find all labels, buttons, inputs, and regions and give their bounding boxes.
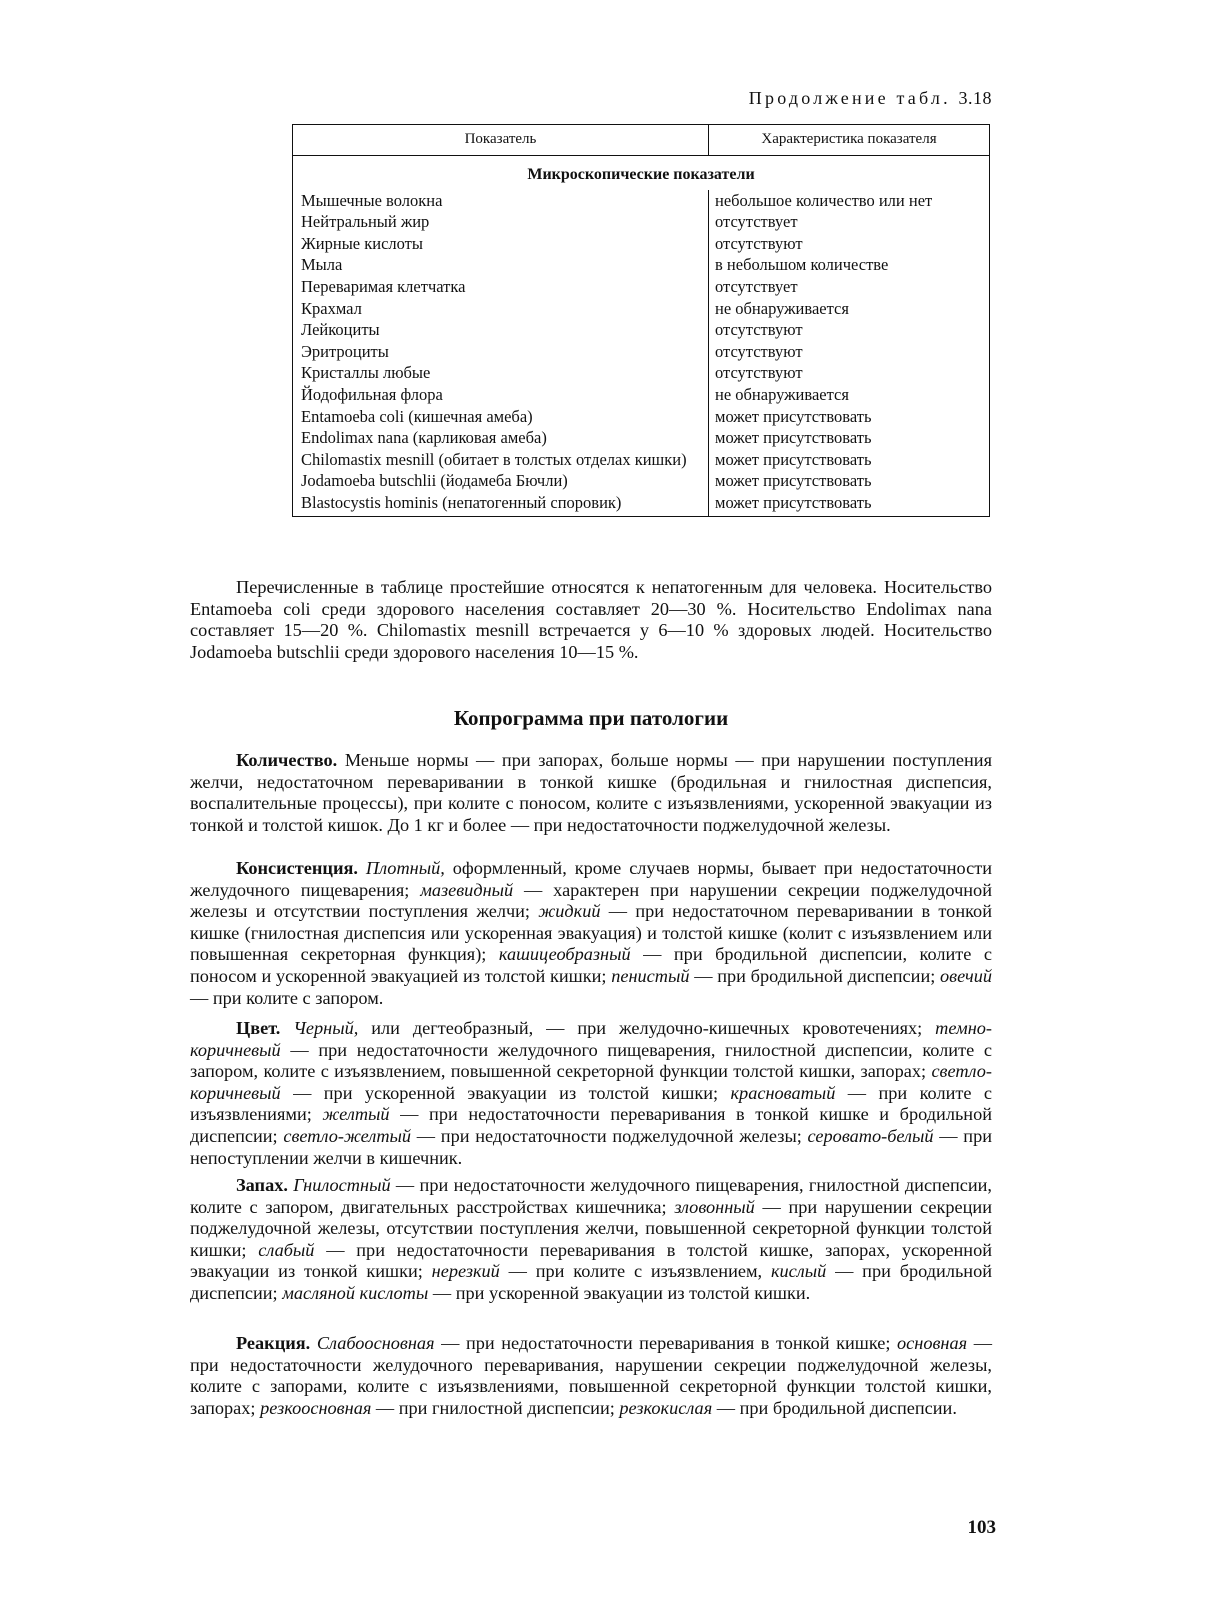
- table-cell: отсутствуют: [709, 362, 990, 384]
- table-cell: Йодофильная флора: [293, 384, 709, 406]
- italic-term: основная: [897, 1333, 968, 1353]
- table-cell: Chilomastix mesnill (обитает в толстых отделах кишки): [293, 449, 709, 471]
- paragraph-quantity: [190, 750, 992, 836]
- italic-term: Плотный,: [365, 858, 445, 878]
- italic-term: пенистый: [611, 965, 690, 986]
- paragraph-color: [190, 1018, 992, 1169]
- paragraph-text: — при недостаточности поджелудочной железы;: [411, 1125, 808, 1146]
- section-heading: Копрограмма при патологии: [453, 706, 729, 730]
- italic-term: Черный,: [293, 1018, 359, 1038]
- paragraph-lead: Цвет.: [236, 1018, 281, 1038]
- table-cell: может присутствовать: [709, 492, 990, 516]
- paragraph-text: Меньше нормы — при запорах, больше нормы — при нарушении поступления желчи, недостаточном переваривании в тонкой кишке (бродильная и гнилостная диспепсия, воспалительные процессы), при колите с поносом, колите с изъязвлениями, ускоренной эвакуации из тонкой и толстой кишок. До 1 кг и более — при недостаточности поджелудочной железы.: [190, 750, 992, 835]
- table-cell: может присутствовать: [709, 449, 990, 471]
- table-row: [293, 211, 990, 233]
- paragraph-text: — при недостаточности переваривания в толстой кишке, запорах, ускоренной эвакуации из тонкой кишки;: [190, 1239, 992, 1282]
- table-cell: Нейтральный жир: [293, 211, 709, 233]
- italic-term: Гнилостный: [293, 1175, 391, 1195]
- note-paragraph: Перечисленные в таблице простейшие относятся к непатогенным для человека. Носительство Entamoeba coli среди здорового населения составляет 20—30 %. Носительство Endolimax nana составляет 15—20 %. Chilomastix mesnill встречается у 6—10 % здоровых людей. Носительство Jodamoeba butschlii среди здорового населения 10—15 %.: [190, 577, 992, 662]
- table-row: [293, 470, 990, 492]
- table-cell: Жирные кислоты: [293, 233, 709, 255]
- italic-term: Слабоосновная: [316, 1333, 435, 1353]
- table-cell: может присутствовать: [709, 427, 990, 449]
- table-row: [293, 492, 990, 516]
- italic-term: зловонный: [674, 1196, 755, 1217]
- italic-term: красноватый: [730, 1082, 836, 1103]
- table-row: [293, 298, 990, 320]
- table-cell: не обнаруживается: [709, 298, 990, 320]
- table-cell: Крахмал: [293, 298, 709, 320]
- table-cell: небольшое количество или нет: [709, 190, 990, 212]
- table-cell: Эритроциты: [293, 341, 709, 363]
- paragraph-lead: Количество.: [236, 750, 338, 770]
- table-section-title: Микроскопические показатели: [293, 156, 990, 190]
- paragraph-consistency: [190, 858, 992, 1009]
- italic-term: темно-коричневый: [190, 1018, 992, 1060]
- table-caption-prefix: Продолжение табл.: [748, 88, 951, 108]
- table-row: [293, 190, 990, 212]
- table-row: [293, 449, 990, 471]
- paragraph-text: — при недостаточности переваривания в тонкой кишке и бродильной диспепсии;: [190, 1104, 992, 1146]
- paragraph-lead: Запах.: [236, 1175, 288, 1195]
- paragraph-text: — при недостаточном переваривании в тонкой кишке (гнилостная диспепсия или ускоренная эвакуация) и толстой кишке (колит с изъязвлением или повышенная секреторная функция);: [190, 901, 992, 965]
- italic-term: кислый: [770, 1261, 827, 1282]
- table-caption: [600, 88, 992, 109]
- italic-term: овечий: [940, 965, 992, 986]
- table-cell: Переваримая клетчатка: [293, 276, 709, 298]
- paragraph-text: — при бродильной диспепсии.: [712, 1397, 957, 1418]
- table-cell: отсутствует: [709, 211, 990, 233]
- paragraph-text: — при ускоренной эвакуации из толстой кишки;: [280, 1082, 731, 1103]
- paragraph-text: — характерен при нарушении секреции поджелудочной железы и отсутствии поступления желчи;: [190, 879, 992, 922]
- paragraph-text: — при недостаточности желудочного пищеварения, гнилостной диспепсии, колите с запором, двигательных расстройствах кишечника;: [190, 1175, 992, 1217]
- italic-term: масляной кислоты: [282, 1282, 429, 1303]
- paragraph-odor: [190, 1175, 992, 1305]
- table-cell: Endolimax nana (карликовая амеба): [293, 427, 709, 449]
- italic-term: светло-желтый: [283, 1125, 412, 1146]
- table-cell: Blastocystis hominis (непатогенный споровик): [293, 492, 709, 516]
- paragraph-text: оформленный, кроме случаев нормы, бывает при недостаточности желудочного пищеварения;: [190, 858, 992, 900]
- table-row: [293, 362, 990, 384]
- table-row: [293, 276, 990, 298]
- paragraph-text: — при непоступлении желчи в кишечник.: [190, 1125, 992, 1168]
- paragraph-text: — при гнилостной диспепсии;: [371, 1397, 620, 1418]
- table-row: [293, 406, 990, 428]
- paragraph-lead: Консистенция.: [236, 858, 358, 878]
- table-row: [293, 319, 990, 341]
- italic-term: нерезкий: [431, 1261, 500, 1282]
- table-cell: Кристаллы любые: [293, 362, 709, 384]
- table-cell: отсутствует: [709, 276, 990, 298]
- paragraph-text: — при недостаточности желудочного пищеварения, гнилостной диспепсии, колите с запором, колите с изъязвлением, повышенной секреторной функции толстой кишки, запорах;: [190, 1039, 992, 1082]
- italic-term: мазевидный: [420, 879, 514, 900]
- paragraph-reaction: [190, 1333, 992, 1419]
- italic-term: желтый: [322, 1104, 390, 1125]
- table-cell: не обнаруживается: [709, 384, 990, 406]
- italic-term: светло-коричневый: [190, 1061, 992, 1103]
- paragraph-text: — при колите с изъязвлениями;: [190, 1082, 993, 1125]
- table-cell: Entamoeba coli (кишечная амеба): [293, 406, 709, 428]
- italic-term: кашицеобразный: [498, 944, 631, 965]
- italic-term: слабый: [258, 1239, 315, 1260]
- table-row: [293, 384, 990, 406]
- paragraph-text: — при бродильной диспепсии, колите с поносом и ускоренной эвакуацией из толстой кишки;: [190, 944, 993, 986]
- table-header-characteristic: Характеристика показателя: [709, 125, 990, 156]
- italic-term: резкокислая: [619, 1397, 713, 1418]
- italic-term: жидкий: [538, 901, 601, 922]
- indicator-table: [292, 124, 990, 517]
- paragraph-lead: Реакция.: [236, 1333, 311, 1353]
- table-cell: может присутствовать: [709, 406, 990, 428]
- paragraph-text: — при нарушении секреции поджелудочной железы, отсутствии поступления желчи, повышенной секреторной функции толстой кишки;: [190, 1196, 992, 1260]
- paragraph-text: или дегтеобразный, — при желудочно-кишечных кровотечениях;: [358, 1018, 936, 1038]
- table-header-indicator: Показатель: [293, 125, 709, 156]
- paragraph-text: — при бродильной диспепсии;: [689, 965, 941, 986]
- table-row: [293, 341, 990, 363]
- italic-term: серовато-белый: [807, 1125, 934, 1146]
- table-cell: в небольшом количестве: [709, 254, 990, 276]
- paragraph-text: — при недостаточности желудочного переваривания, нарушении секреции поджелудочной железы, колите с запорами, колите с изъязвлениями, повышенной секреторной функции толстой кишки, запорах;: [190, 1333, 992, 1418]
- table-caption-number: 3.18: [958, 88, 992, 108]
- table-cell: отсутствуют: [709, 319, 990, 341]
- table-row: [293, 427, 990, 449]
- paragraph-text: — при колите с изъязвлением,: [499, 1261, 771, 1282]
- page-number: 103: [967, 1517, 996, 1538]
- table-cell: отсутствуют: [709, 233, 990, 255]
- table-cell: Мыла: [293, 254, 709, 276]
- table-cell: отсутствуют: [709, 341, 990, 363]
- paragraph-text: — при колите с запором.: [190, 987, 384, 1008]
- paragraph-text: — при бродильной диспепсии;: [190, 1261, 992, 1303]
- italic-term: резкоосновная: [260, 1397, 372, 1418]
- paragraph-text: — при недостаточности переваривания в тонкой кишке;: [434, 1333, 898, 1353]
- table-cell: Мышечные волокна: [293, 190, 709, 212]
- table-cell: может присутствовать: [709, 470, 990, 492]
- table-cell: Jodamoeba butschlii (йодамеба Бючли): [293, 470, 709, 492]
- paragraph-text: — при ускоренной эвакуации из толстой кишки.: [428, 1282, 811, 1303]
- table-row: [293, 254, 990, 276]
- table-cell: Лейкоциты: [293, 319, 709, 341]
- table-row: [293, 233, 990, 255]
